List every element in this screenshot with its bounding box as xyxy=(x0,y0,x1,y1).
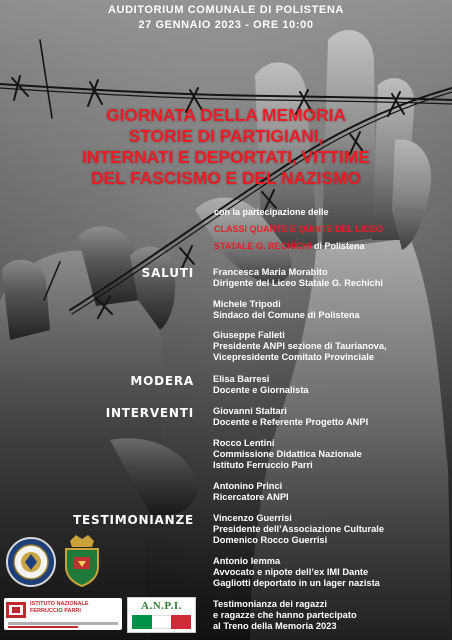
speaker-name: Michele Tripodi xyxy=(213,299,281,309)
speaker-role: Sindaco del Comune di Polistena xyxy=(213,310,360,321)
institute-emblem-icon xyxy=(6,602,26,618)
speaker-name: Antonio Iemma xyxy=(213,556,281,566)
speaker-role: Istituto Ferruccio Parri xyxy=(213,460,313,471)
speaker-role: Domenico Rocco Guerrisi xyxy=(213,535,328,546)
speaker-staltari xyxy=(213,406,449,428)
title-line: STORIE DI PARTIGIANI, xyxy=(128,126,324,146)
municipal-coat-of-arms-logo xyxy=(62,535,102,587)
speaker-role: Avvocato e nipote dell’ex IMI Dante xyxy=(213,567,369,578)
participation-school-place: di Polistena xyxy=(311,241,365,251)
speaker-morabito xyxy=(213,267,449,289)
section-interventi: INTERVENTI xyxy=(105,406,194,420)
speaker-name: Vincenzo Guerrisi xyxy=(213,513,292,523)
parri-institute-logo xyxy=(4,598,122,630)
title-line: DEL FASCISMO E DEL NAZISMO xyxy=(91,168,361,188)
speaker-role: al Treno della Memoria 2023 xyxy=(213,621,337,632)
flag-white xyxy=(152,615,172,629)
speaker-role: Presidente ANPI sezione di Taurianova, xyxy=(213,341,387,352)
section-testimonianze: TESTIMONIANZE xyxy=(73,513,194,527)
speaker-role: Docente e Referente Progetto ANPI xyxy=(213,417,369,428)
section-saluti: SALUTI xyxy=(141,266,194,280)
speaker-name: Rocco Lentini xyxy=(213,438,275,448)
witness-iemma xyxy=(213,556,449,590)
speaker-role: Vicepresidente Comitato Provinciale xyxy=(213,352,375,363)
speaker-role: Commissione Didattica Nazionale xyxy=(213,449,362,460)
speaker-role: Docente e Giornalista xyxy=(213,385,309,396)
parri-line-2: FERRUCCIO PARRI xyxy=(30,608,81,614)
parri-line-1: ISTITUTO NAZIONALE xyxy=(30,601,89,607)
date-line: 27 GENNAIO 2023 - ORE 10:00 xyxy=(138,19,314,31)
speaker-name: Testimonianza dei ragazzi xyxy=(213,599,328,609)
speaker-name: Giovanni Staltari xyxy=(213,406,287,416)
speaker-falleti xyxy=(213,330,449,364)
title-line: GIORNATA DELLA MEMORIA xyxy=(106,105,346,125)
logo-fine-print xyxy=(8,626,78,628)
speaker-name: Elisa Barresi xyxy=(213,374,270,384)
speaker-role: Dirigente del Liceo Statale G. Rechichi xyxy=(213,278,383,289)
speaker-name: Antonino Princi xyxy=(213,481,283,491)
school-seal-logo xyxy=(5,536,57,588)
speaker-name: Giuseppe Falleti xyxy=(213,330,285,340)
venue-line: AUDITORIUM COMUNALE DI POLISTENA xyxy=(108,4,344,16)
speaker-tripodi xyxy=(213,299,449,321)
flag-green xyxy=(132,615,152,629)
participation-intro: con la partecipazione delle xyxy=(214,207,329,217)
witness-ragazzi xyxy=(213,599,449,633)
speaker-lentini xyxy=(213,438,449,472)
participation-block xyxy=(214,204,446,255)
anpi-tricolor xyxy=(132,615,191,629)
event-title xyxy=(0,105,452,189)
speaker-role: Gagliotti deportato in un lager nazista xyxy=(213,578,380,589)
witness-guerrisi xyxy=(213,513,449,547)
speaker-princi xyxy=(213,481,449,503)
parri-institute-name xyxy=(30,601,89,615)
flag-red xyxy=(171,615,191,629)
participation-school xyxy=(214,238,446,255)
speaker-role: Presidente dell’Associazione Culturale xyxy=(213,524,385,535)
participation-school-name: STATALE G. RECHICHI xyxy=(214,241,312,251)
logo-fine-print xyxy=(8,622,118,625)
speaker-role: e ragazze che hanno partecipato xyxy=(213,610,357,621)
speaker-role: Ricercatore ANPI xyxy=(213,492,289,503)
anpi-logo xyxy=(127,597,196,633)
participation-classes: CLASSI QUARTE E QUINTE DEL LICEO xyxy=(214,224,383,234)
moderator-barresi xyxy=(213,374,449,396)
speaker-name: Francesca Maria Morabito xyxy=(213,267,328,277)
section-modera: MODERA xyxy=(130,374,194,388)
title-line: INTERNATI E DEPORTATI, VITTIME xyxy=(82,147,370,167)
anpi-logo-text: A.N.P.I. xyxy=(141,600,182,612)
